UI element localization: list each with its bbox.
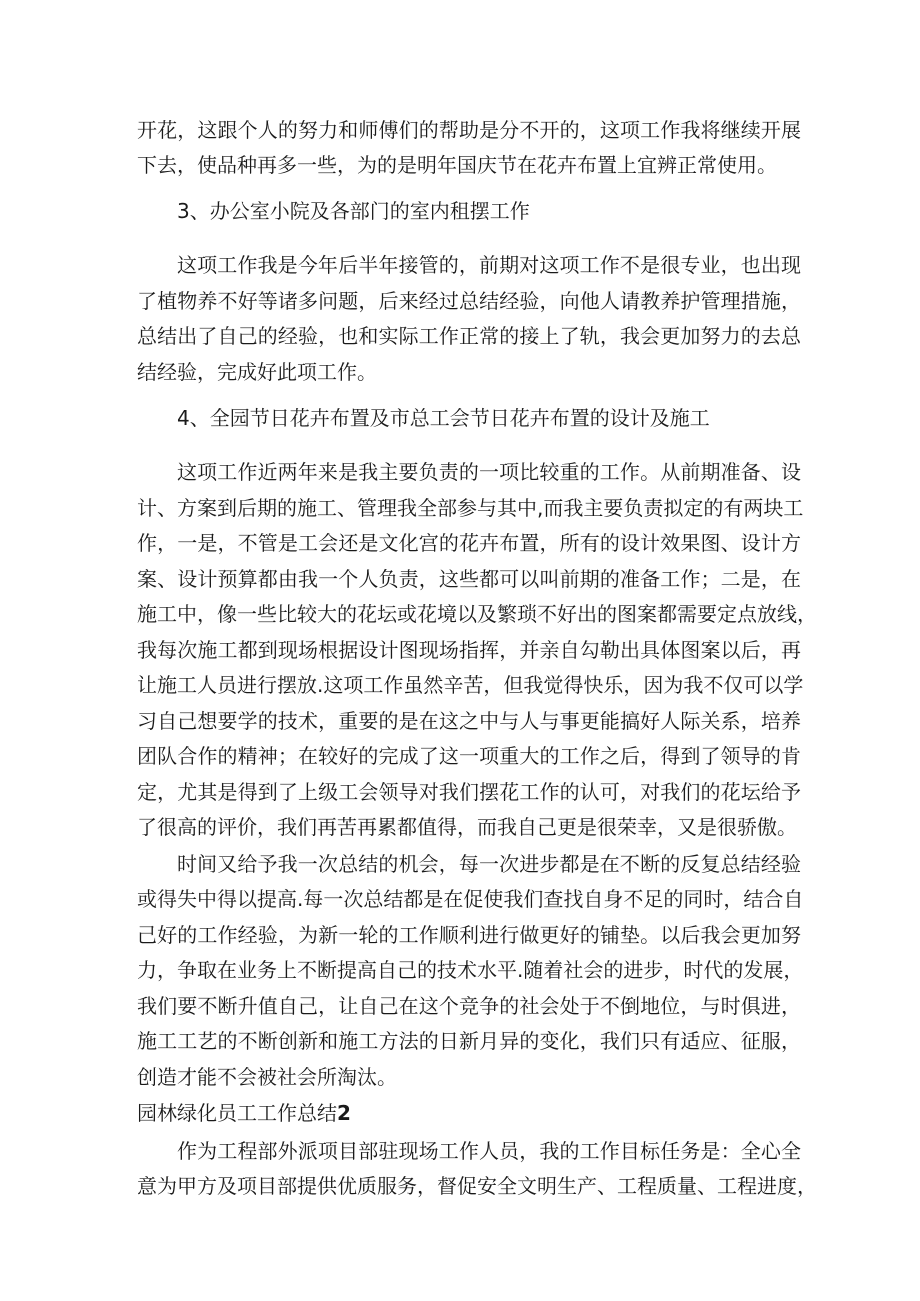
- paragraph-line: 意为甲方及项目部提供优质服务，督促安全文明生产、工程质量、工程进度，: [137, 1174, 817, 1198]
- section-4-heading: 4、全园节日花卉布置及市总工会节日花卉布置的设计及施工: [177, 406, 710, 430]
- paragraph-line: 力，争取在业务上不断提高自己的技术水平.随着社会的进步，时代的发展，: [137, 958, 804, 982]
- title-number: 2: [337, 1101, 351, 1125]
- paragraph-line: 了很高的评价，我们再苦再累都值得，而我自己更是很荣幸，又是很骄傲。: [137, 815, 797, 839]
- title-text: 园林绿化员工工作总结: [137, 1101, 337, 1125]
- paragraph-line: 创造才能不会被社会所淘汰。: [137, 1065, 397, 1089]
- paragraph-line: 习自己想要学的技术，重要的是在这之中与人与事更能搞好人际关系，培养: [137, 709, 801, 733]
- paragraph-line: 下去，使品种再多一些，为的是明年国庆节在花卉布置上宜辨正常使用。: [137, 153, 777, 177]
- paragraph-line: 施工工艺的不断创新和施工方法的日新月异的变化，我们只有适应、征服，: [137, 1029, 801, 1053]
- paragraph-line: 开花，这跟个人的努力和师傅们的帮助是分不开的，这项工作我将继续开展: [137, 118, 801, 142]
- paragraph-line: 让施工人员进行摆放.这项工作虽然辛苦，但我觉得快乐，因为我不仅可以学: [137, 673, 804, 697]
- paragraph-line: 总结出了自己的经验，也和实际工作正常的接上了轨，我会更加努力的去总: [137, 324, 801, 348]
- paragraph-line: 施工中，像一些比较大的花坛或花境以及繁琐不好出的图案都需要定点放线，: [137, 602, 817, 626]
- document-title-2: [137, 1100, 351, 1126]
- paragraph-line: 我每次施工都到现场根据设计图现场指挥，并亲自勾勒出具体图案以后，再: [137, 638, 801, 662]
- paragraph-line: 这项工作我是今年后半年接管的，前期对这项工作不是很专业，也出现: [177, 253, 801, 277]
- paragraph-line: 作为工程部外派项目部驻现场工作人员，我的工作目标任务是：全心全: [177, 1139, 801, 1163]
- paragraph-line: 这项工作近两年来是我主要负责的一项比较重的工作。从前期准备、设: [177, 460, 801, 484]
- paragraph-line: 己好的工作经验，为新一轮的工作顺利进行做更好的铺垫。以后我会更加努: [137, 923, 801, 947]
- paragraph-line: 作，一是，不管是工会还是文化宫的花卉布置，所有的设计效果图、设计方: [137, 531, 801, 555]
- paragraph-line: 结经验，完成好此项工作。: [137, 360, 377, 384]
- paragraph-line: 时间又给予我一次总结的机会，每一次进步都是在不断的反复总结经验: [177, 852, 801, 876]
- paragraph-line: 团队合作的精神；在较好的完成了这一项重大的工作之后，得到了领导的肯: [137, 744, 801, 768]
- paragraph-line: 我们要不断升值自己，让自己在这个竞争的社会处于不倒地位，与时俱进，: [137, 994, 801, 1018]
- paragraph-line: 或得失中得以提高.每一次总结都是在促使我们查找自身不足的同时，结合自: [137, 887, 804, 911]
- paragraph-line: 计、方案到后期的施工、管理我全部参与其中,而我主要负责拟定的有两块工: [137, 496, 804, 520]
- paragraph-line: 了植物养不好等诸多问题，后来经过总结经验，向他人请教养护管理措施，: [137, 289, 801, 313]
- paragraph-line: 案、设计预算都由我一个人负责，这些都可以叫前期的准备工作；二是，在: [137, 567, 801, 591]
- section-3-heading: 3、办公室小院及各部门的室内租摆工作: [177, 199, 530, 223]
- paragraph-line: 定，尤其是得到了上级工会领导对我们摆花工作的认可，对我们的花坛给予: [137, 780, 801, 804]
